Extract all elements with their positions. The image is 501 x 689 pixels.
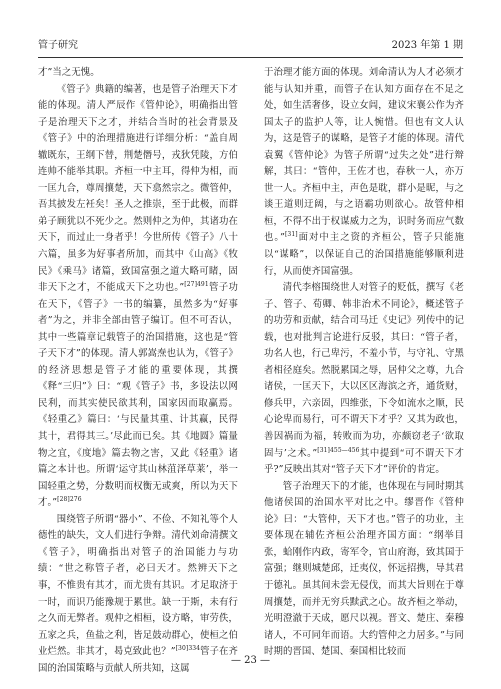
paragraph: 《管子》典籍的编著，也是管子治理天下才能的体现。清人严辰作《管仲论》，明确指出管子是治理天下之才，并结合当时的社会背景及《管子》中的治理措施进行详细分析：“盖自周辙既东，王纲下替，荆楚僭号，戎狄凭陵，方伯连帅不能举其职。齐桓一中主耳，得仲为相，而一匡九合，尊周攘楚，天下翕然宗之。微管仲，吾其披发左衽矣！圣人之推崇，至于此极，而群弟子顾犹以不死少之。然则仲之为仲，其诸功在天下，而过止一身者乎！今世所传《管子》八十六篇，虽多为好事者所加，而其中《山高》《牧民》《乘马》诸篇，致国富强之道大略可睹，固非天下之才，不能成天下之功也。”$^{[27]491}$管子功在天下，《管子》一书的编纂，虽然多为“好事者”为之，并非全部由管子编订。但不可否认，其中一些篇章记载管子的治国措施，这也是“管子天下才”的体现。清人郭嵩焘也认为，《管子》的经济思想是管子才能的重要体现，其撰《释“三归”》曰：“观《管子》书，多设法以网民利，而其实使民欲其利，国家因而取赢焉。《轻重乙》篇曰：‘与民量其重、计其赢，民得其十，君得其三。’尽此而已矣。其《地圆》篇量物之宜，《度地》篇去物之害，又此《轻重》诸篇之本计也。所谓‘运守其山林菹泽草莱’，举一国轻重之势，分数明而权衡无或爽，所以为天下才。”$^{[28]276}$ (38, 83, 238, 509)
citation: [30]334 (175, 645, 201, 653)
paragraph: 管子治理天下的才能，也体现在与同时期其他诸侯国的治国水平对比之中。缪晋作《管仲论》曰：“大管仲，天下才也。”管子的功业，主要体现在辅佐齐桓公治理齐国方面：“纲举目张，蛤刚作内政，寄军令，官山府海，致其国于富强；继则城楚邱，迁夷仪，怀远招携，导其君于德礼。虽其间未尝无侵伐，而其大旨则在于尊周攘楚，而并无穷兵黩武之心。故齐桓之举动，光明澄澈于天成，愿尺以视。晋文、楚庄、秦穆诸人，不可同年而语。大约管仲之力居多。”与同时期的晋国、楚国、秦国相比较而 (264, 480, 464, 658)
page-number: — 23 — (230, 655, 271, 666)
paragraph: 清代李榕围绕世人对管子的贬低，撰写《老子、管子、荀卿、韩非治术不同论》，概述管子的功劳和贡献，结合司马迁《史记》列传中的记载，也对批判言论进行反驳，其曰：“管子者，功名人也，行己卑污，不羞小节，与守礼、守黑者相径庭矣。然脱累国之辱，居仲父之尊，九合诸侯，一匡天下，大以区区海滨之齐，通货财，修兵甲，六亲固，四维张，下令如流水之顺，民心论卑而易行，可不谓天下才乎？又其为政也，善因祸而为福，转败而为功，亦颇窃老子‘欲取固与’之术。”$^{[31]455—456}$其中提到“可不谓天下才乎?”反映出其对“管子天下才”评价的肯定。 (264, 282, 464, 476)
paragraph-cont: 才”当之无愧。 (38, 67, 100, 78)
citation: [31] (284, 231, 298, 239)
journal-title: 管子研究 (38, 40, 78, 51)
page-header (38, 36, 463, 56)
citation: [31]455—456 (317, 446, 360, 454)
paragraph: 围绕管子所谓“器小”、不俭、不知礼等个人德性的缺失，文人们进行争辩。清代刘命清撰文《管子》，明确指出对管子的治国能力与功绩：“世之称管子者，必曰天才。然辨天下之事，不惟贵有其才，而尤贵有其识。才足取济于一时，而识乃能豫规于累世。缺一于斯，未有行之久而无弊者。观仲之相桓，设方略，审劳佚，五家之兵，鱼盐之利，皆足鼓动群心，使桓之伯业烂然。非其才，曷克致此也？”$^{[30]334}$管子在齐国的治国策略与贡献人所共知，这属 (38, 513, 238, 674)
citation: [27]491 (184, 281, 209, 289)
header-rule (38, 57, 463, 58)
issue-label: 2023 年第 1 期 (391, 40, 463, 51)
paragraph-cont: 于治理才能方面的体现。刘命清认为人才必须才能与认知并重，而管子在认知方面存在不足之处，如生活奢侈，设立女闾，建议宋襄公作为齐国太子的监护人等，让人惋惜。但也有文人认为，这是管子的谋略，是管子才能的体现。清代袁翼《管仲论》为管子所谓“过失之处”进行辩解，其曰：“管仲，王佐才也，春秋一人，亦万世一人。齐桓中主，声色是耽，群小是昵，与之谈王道则迂阔，与之语霸功则欲心。故管仲相桓，不得不出于权谋威力之为，识时务而应气数也。”[31]面对中主之资的齐桓公，管子只能施以“谋略”，以保证自己的治国措施能够顺利进行，从而使齐国富强。 (264, 67, 464, 277)
citation: [28]276 (57, 496, 82, 504)
left-column (38, 65, 238, 674)
right-column (264, 65, 464, 658)
